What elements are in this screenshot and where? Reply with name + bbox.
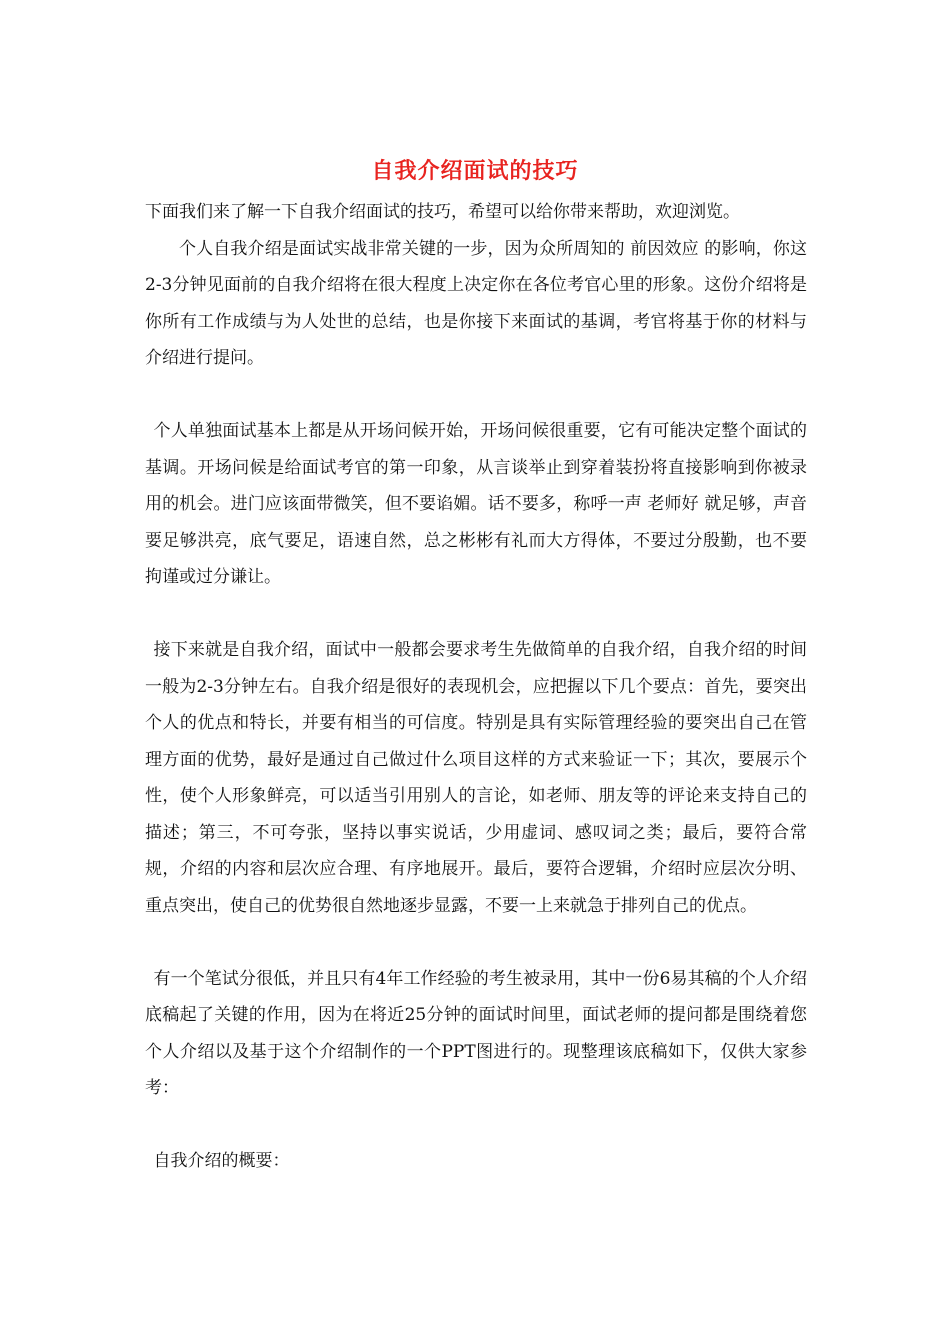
paragraph-3: 接下来就是自我介绍，面试中一般都会要求考生先做简单的自我介绍，自我介绍的时间一般为2-3分钟左右。自我介绍是很好的表现机会，应把握以下几个要点：首先，要突出个人的优点和特长，并要有相当的可信度。特别是具有实际管理经验的要突出自己在管理方面的优势，最好是通过自己做过什么项目这样的方式来验证一下；其次，要展示个性，使个人形象鲜亮，可以适当引用别人的言论，如老师、朋友等的评论来支持自己的描述；第三，不可夸张，坚持以事实说话，少用虚词、感叹词之类；最后，要符合常规，介绍的内容和层次应合理、有序地展开。最后，要符合逻辑，介绍时应层次分明、重点突出，使自己的优势很自然地逐步显露，不要一上来就急于排列自己的优点。	[145, 640, 807, 916]
paragraph-4: 有一个笔试分很低，并且只有4年工作经验的考生被录用，其中一份6易其稿的个人介绍底稿起了关键的作用，因为在将近25分钟的面试时间里，面试老师的提问都是围绕着您个人介绍以及基于这个介绍制作的一个PPT图进行的。现整理该底稿如下，仅供大家参考：	[145, 968, 807, 1098]
document-title: 自我介绍面试的技巧	[371, 158, 579, 184]
intro-paragraph: 下面我们来了解一下自我介绍面试的技巧，希望可以给你带来帮助，欢迎浏览。	[145, 202, 740, 222]
paragraph-gap	[145, 924, 807, 961]
paragraph-gap	[145, 1107, 807, 1144]
paragraph-5-heading: 自我介绍的概要：	[153, 1151, 290, 1171]
paragraph-2: 个人单独面试基本上都是从开场问候开始，开场问候很重要，它有可能决定整个面试的基调。开场问候是给面试考官的第一印象，从言谈举止到穿着装扮将直接影响到你被录用的机会。进门应该面带微笑，但不要谄媚。话不要多，称呼一声 老师好 就足够，声音要足够洪亮，底气要足，语速自然，总之彬彬有礼而大方得体，不要过分殷勤，也不要拘谨或过分谦让。	[145, 421, 807, 587]
paragraph-gap	[145, 596, 807, 633]
paragraph-1: 个人自我介绍是面试实战非常关键的一步，因为众所周知的 前因效应 的影响，你这2-3分钟见面前的自我介绍将在很大程度上决定你在各位考官心里的形象。这份介绍将是你所有工作成绩与为人处世的总结，也是你接下来面试的基调，考官将基于你的材料与介绍进行提问。	[145, 238, 807, 368]
document-body	[145, 194, 807, 1180]
paragraph-gap	[145, 377, 807, 414]
